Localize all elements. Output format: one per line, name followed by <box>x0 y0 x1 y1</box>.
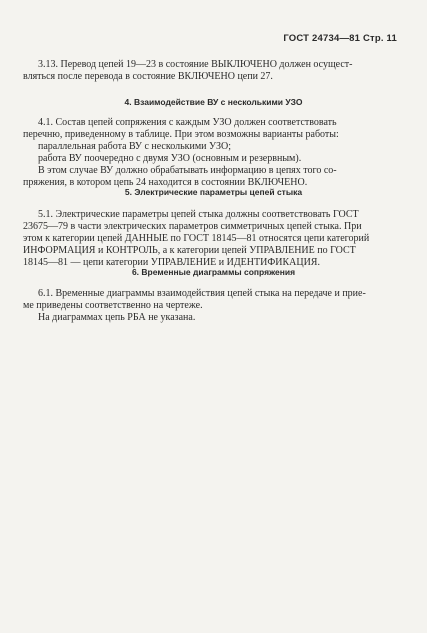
section-heading-4: 4. Взаимодействие ВУ с несколькими УЗО <box>124 97 303 107</box>
text-line: ме приведены соответственно на чертеже. <box>23 300 203 311</box>
text-line: параллельная работа ВУ с несколькими УЗО; <box>38 141 231 152</box>
text-line: 23675—79 в части электрических параметров симметричных цепей стыка. При <box>23 221 362 232</box>
text-line: 18145—81 — цепи категории УПРАВЛЕНИЕ и ИДЕНТИФИКАЦИЯ. <box>23 257 320 268</box>
section-heading-6: 6. Временные диаграммы сопряжения <box>131 267 296 277</box>
text-line: пряжения, в котором цепь 24 находится в состоянии ВКЛЮЧЕНО. <box>23 177 308 188</box>
text-line: 5.1. Электрические параметры цепей стыка должны соответствовать ГОСТ <box>38 209 359 220</box>
text-line: ИНФОРМАЦИЯ и КОНТРОЛЬ, а к категории цепей УПРАВЛЕНИЕ по ГОСТ <box>23 245 356 256</box>
text-line: На диаграммах цепь РБА не указана. <box>38 312 196 323</box>
page-header: ГОСТ 24734—81 Стр. 11 <box>283 33 397 44</box>
text-line: этом к категории цепей ДАННЫЕ по ГОСТ 18145—81 относятся цепи категорий <box>23 233 370 244</box>
text-line: перечню, приведенному в таблице. При этом возможны варианты работы: <box>23 129 339 140</box>
text-line: В этом случае ВУ должно обрабатывать информацию в цепях того со- <box>38 165 337 176</box>
text-line: вляться после перевода в состояние ВКЛЮЧЕНО цепи 27. <box>23 71 273 82</box>
text-line: работа ВУ поочередно с двумя УЗО (основным и резервным). <box>38 153 302 164</box>
text-line: 3.13. Перевод цепей 19—23 в состояние ВЫКЛЮЧЕНО должен осущест- <box>38 59 353 70</box>
text-line: 4.1. Состав цепей сопряжения с каждым УЗО должен соответствовать <box>38 117 337 128</box>
text-line: 6.1. Временные диаграммы взаимодействия цепей стыка на передаче и прие- <box>38 288 366 299</box>
section-heading-5: 5. Электрические параметры цепей стыка <box>124 187 303 197</box>
